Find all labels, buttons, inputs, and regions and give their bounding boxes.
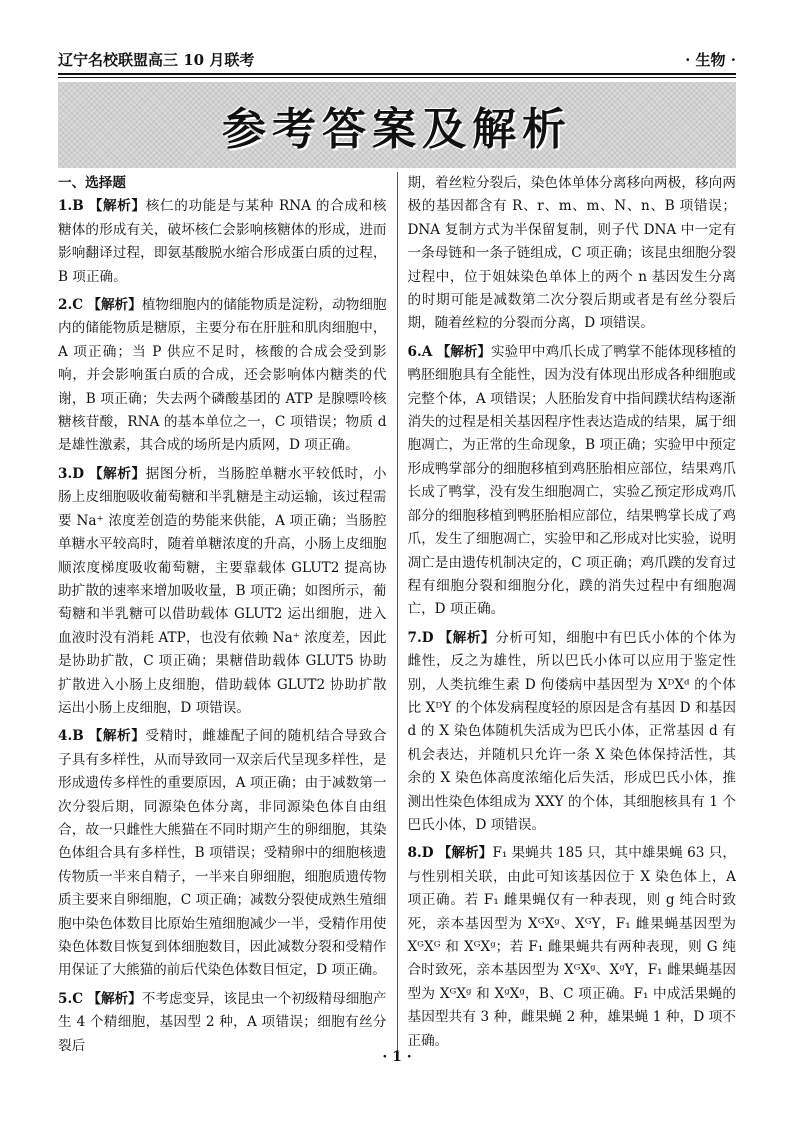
header-exam-title: 辽宁名校联盟高三 10 月联考 bbox=[58, 51, 255, 69]
answer-columns bbox=[58, 172, 736, 1053]
item-answer: C bbox=[72, 297, 84, 314]
answer-item-4 bbox=[58, 725, 387, 982]
answer-item-8 bbox=[408, 842, 737, 1053]
item-number: 4. bbox=[58, 728, 73, 745]
answer-item-5 bbox=[58, 988, 387, 1053]
item-tag: 【解析】 bbox=[88, 465, 146, 482]
item-answer: B bbox=[72, 728, 84, 745]
item-tag: 【解析】 bbox=[87, 297, 142, 314]
page-header bbox=[58, 46, 736, 70]
item-tag: 【解析】 bbox=[437, 845, 493, 862]
item-number: 3. bbox=[58, 465, 73, 482]
answer-item-5-continued bbox=[408, 172, 737, 336]
item-answer: A bbox=[421, 343, 433, 360]
answer-item-1 bbox=[58, 195, 387, 289]
section-title: 一、选择题 bbox=[58, 175, 126, 191]
right-column bbox=[397, 172, 737, 1053]
item-explanation: F₁ 果蝇共 185 只，其中雄果蝇 63 只，与性别相关联，由此可知该基因位于 X 染色体上，A 项正确。若 F₁ 雌果蝇仅有一种表现，则 g 纯合时致死，亲本基因型为 XᴳXᵍ、XᴳY，F₁ 雌果蝇基因型为 XᴳXᴳ 和 XᴳXᵍ；若 F₁ 雌果蝇共有两种表现，则 G 纯合时致死，亲本基因型为 XᴳXᵍ、XᵍY，F₁ 雌果蝇基因型为 XᴳXᵍ 和 XᵍXᵍ，B、C 项正确。F₁ 中成活果蝇的基因型共有 3 种，雌果蝇 2 种，雄果蝇 1 种，D 项不正确。 bbox=[407, 845, 736, 1049]
item-explanation: 分析可知，细胞中有巴氏小体的个体为雌性，反之为雄性，所以巴氏小体可以应用于鉴定性别，人类抗维生素 D 佝偻病中基因型为 XᴰXᵈ 的个体比 XᴰY 的个体发病程度轻的原因是含有基因 D 和基因 d 的 X 染色体随机失活成为巴氏小体，正常基因 d 有机会表达，并随机只允许一条 X 染色体保持活性，其余的 X 染色体高度浓缩化后失活，形成巴氏小体，推测出性染色体组成为 XXY 的个体，其细胞核具有 1 个巴氏小体，D 项错误。 bbox=[407, 629, 736, 833]
header-subject: · 生物 · bbox=[685, 51, 736, 69]
item-tag: 【解析】 bbox=[88, 198, 146, 215]
title-banner bbox=[58, 82, 736, 168]
item-explanation: 实验甲中鸡爪长成了鸭掌不能体现移植的鸭胚细胞具有全能性，因为没有体现出形成各种细胞或完整个体，A 项错误；人胚胎发育中指间蹼状结构逐渐消失的过程是相关基因程序性表达造成的结果，属于细胞凋亡，为正常的生命现象，B 项正确；实验甲中预定形成鸭掌部分的细胞移植到鸡胚胎相应部位，结果鸡爪长成了鸭掌，没有发生细胞凋亡，实验乙预定形成鸡爪部分的细胞移植到鸭胚胎相应部位，结果鸭掌长成了鸡爪，发生了细胞凋亡，实验甲和乙形成对比实验，说明凋亡是由遗传机制决定的，C 项正确；鸡爪蹼的发育过程有细胞分裂和细胞分化，蹼的消失过程中有细胞凋亡，D 项正确。 bbox=[407, 343, 736, 618]
item-answer: D bbox=[421, 629, 434, 646]
item-answer: C bbox=[72, 990, 84, 1007]
item-number: 2. bbox=[58, 297, 73, 314]
item-number: 8. bbox=[407, 845, 422, 862]
item-answer: B bbox=[72, 198, 84, 215]
item-tag: 【解析】 bbox=[438, 629, 496, 646]
item-tag: 【解析】 bbox=[88, 728, 146, 745]
item-number: 5. bbox=[58, 990, 73, 1007]
answer-item-7 bbox=[408, 627, 737, 838]
item-answer: D bbox=[72, 465, 84, 482]
item-explanation: 核仁的功能是与某种 RNA 的合成和核糖体的形成有关，破坏核仁会影响核糖体的形成，进而影响翻译过程，即氨基酸脱水缩合形成蛋白质的过程，B 项正确。 bbox=[58, 198, 387, 285]
left-column bbox=[58, 172, 397, 1053]
item-number: 7. bbox=[407, 629, 422, 646]
item-tag: 【解析】 bbox=[87, 990, 142, 1007]
item-explanation-continued: 期，着丝粒分裂后，染色体单体分离移向两极，移向两极的基因都含有 R、r、m、m、N、n、B 项错误；DNA 复制方式为半保留复制，则子代 DNA 中一定有一条母链和一条子链组成，C 项正确；该昆虫细胞分裂过程中，位于姐妹染色单体上的两个 n 基因发生分离的时期可能是减数第二次分裂后期或者是有丝分裂后期，随着丝粒的分裂而分离，D 项错误。 bbox=[407, 175, 736, 332]
item-number: 1. bbox=[58, 198, 73, 215]
item-explanation: 据图分析，当肠腔单糖水平较低时，小肠上皮细胞吸收葡萄糖和半乳糖是主动运输，该过程需要 Na⁺ 浓度差创造的势能来供能，A 项正确；当肠腔单糖水平较高时，随着单糖浓度的升高，小肠上皮细胞顺浓度梯度吸收葡萄糖，主要靠载体 GLUT2 提高协助扩散的速率来增加吸收量，B 项正确；如图所示，葡萄糖和半乳糖可以借助载体 GLUT2 运出细胞，进入血液时没有消耗 ATP，也没有依赖 Na⁺ 浓度差，因此是协助扩散，C 项正确；果糖借助载体 GLUT5 协助扩散进入小肠上皮细胞，借助载体 GLUT2 协助扩散运出小肠上皮细胞，D 项错误。 bbox=[58, 465, 387, 716]
answer-item-6 bbox=[408, 341, 737, 622]
item-explanation: 受精时，雌雄配子间的随机结合导致合子具有多样性，从而导致同一双亲后代呈现多样性，是形成遗传多样性的重要原因，A 项正确；由于减数第一次分裂后期，同源染色体分离，非同源染色体自由组合，故一只雌性大熊猫在不同时期产生的卵细胞，其染色体组合具有多样性，B 项错误；受精卵中的细胞核遗传物质一半来自精子，一半来自卵细胞，细胞质遗传物质主要来自卵细胞，C 项正确；减数分裂使成熟生殖细胞中染色体数目比原始生殖细胞减少一半，受精作用使染色体数目恢复到体细胞数目，因此减数分裂和受精作用保证了大熊猫的前后代染色体数目恒定，D 项正确。 bbox=[58, 728, 387, 979]
item-answer: D bbox=[421, 845, 434, 862]
item-number: 6. bbox=[407, 343, 422, 360]
item-explanation: 植物细胞内的储能物质是淀粉，动物细胞内的储能物质是糖原，主要分布在肝脏和肌肉细胞中，A 项正确；当 P 供应不足时，核酸的合成会受到影响，并会影响蛋白质的合成，还会影响体内糖类的代谢，B 项正确；失去两个磷酸基团的 ATP 是腺嘌呤核糖核苷酸，RNA 的基本单位之一，C 项错误；物质 d 是雄性激素，其合成的场所是内质网，D 项正确。 bbox=[58, 297, 387, 454]
banner-title: 参考答案及解析 bbox=[222, 104, 572, 155]
answer-item-2 bbox=[58, 294, 387, 458]
item-explanation: 不考虑变异，该昆虫一个初级精母细胞产生 4 个精细胞，基因型 2 种，A 项错误；细胞有丝分裂后 bbox=[58, 990, 387, 1053]
header-rule-thick bbox=[58, 73, 736, 75]
page-number: · 1 · bbox=[382, 1049, 412, 1065]
answer-item-3 bbox=[58, 463, 387, 720]
header-rule-thin bbox=[58, 77, 736, 78]
item-tag: 【解析】 bbox=[436, 343, 492, 360]
